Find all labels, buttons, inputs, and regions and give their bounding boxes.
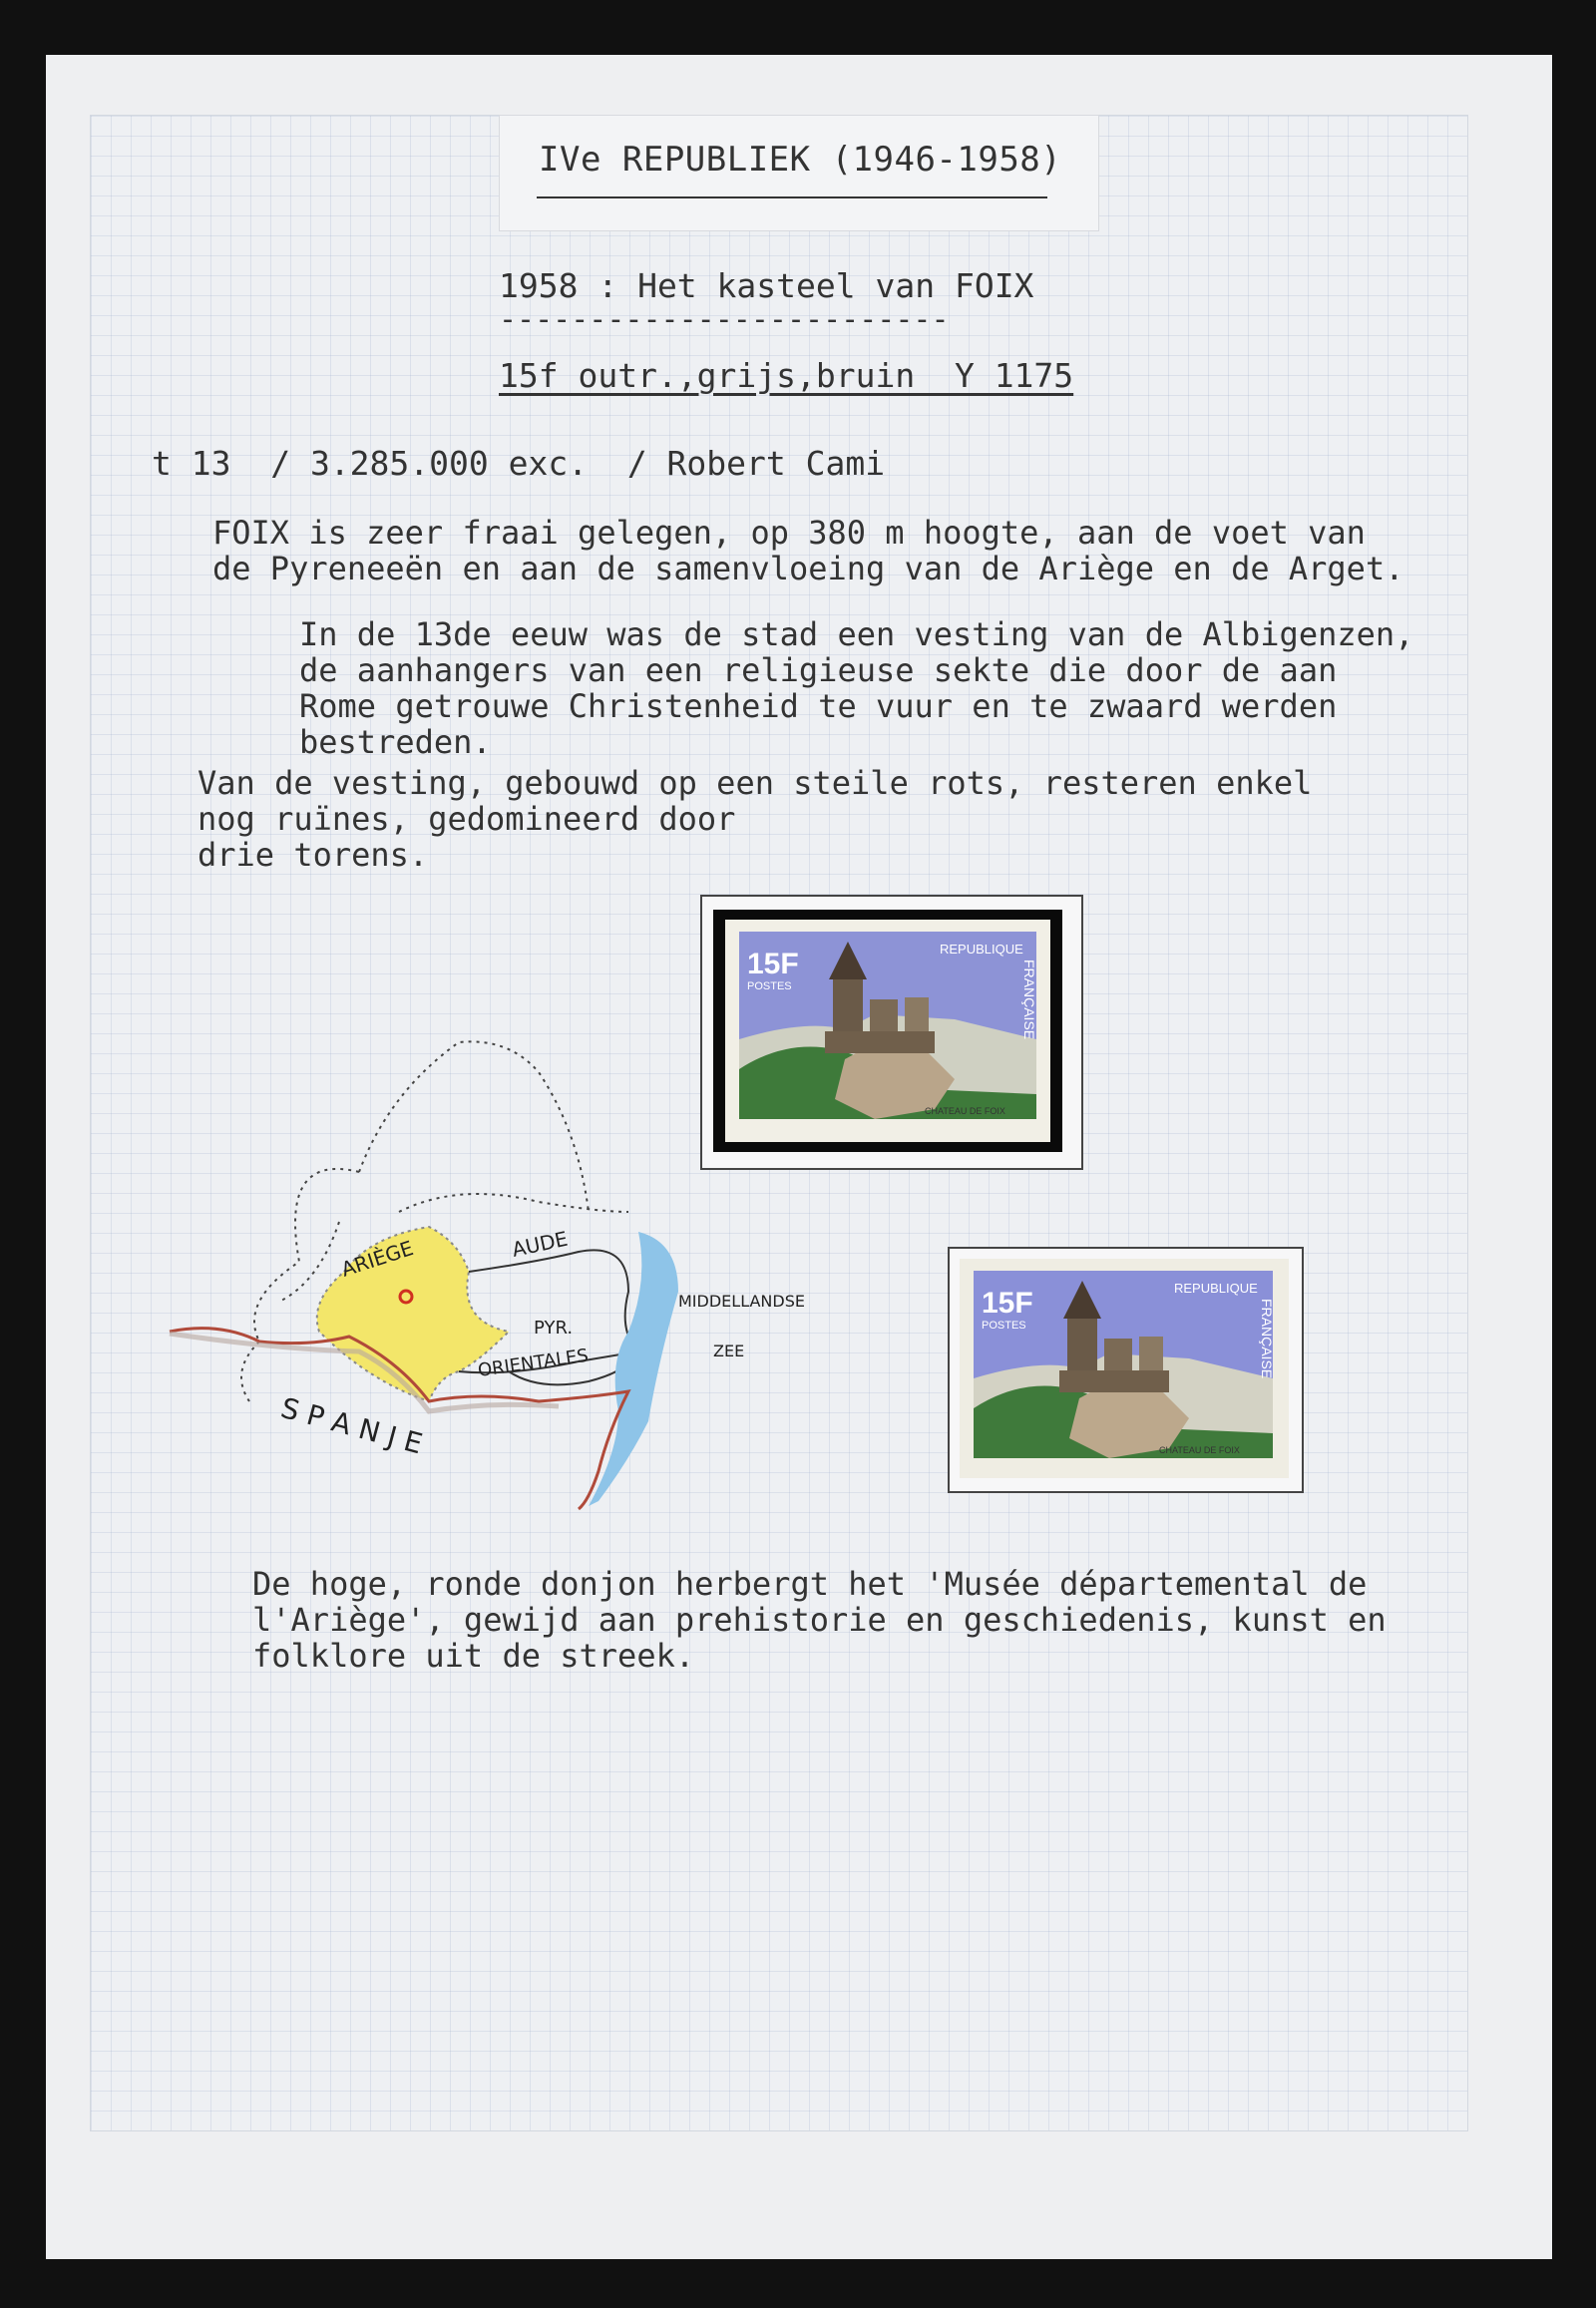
stamp-country: REPUBLIQUE — [1174, 1281, 1258, 1296]
stamp-postes: POSTES — [982, 1320, 1026, 1332]
paragraph-history: In de 13de eeuw was de stad een vesting van de Albigenzen, de aanhangers van een religieuse sekte die door de aan Rome getrouwe Christenheid te vuur en te zwaard werden bestreden. — [299, 615, 1414, 761]
map-label-aude: AUDE — [510, 1226, 571, 1262]
paragraph-location: FOIX is zeer fraai gelegen, op 380 m hoogte, aan de voet van de Pyreneeën en aan de samenvloeing van de Ariège en de Arget. — [212, 514, 1404, 587]
map-label-middellandse: MIDDELLANDSE — [678, 1292, 805, 1311]
map-sea — [589, 1232, 678, 1506]
dash-rule: ------------------------- — [499, 302, 950, 337]
stamp-description: 15f outr.,grijs,bruin Y 1175 — [499, 356, 1074, 395]
map-label-ariege: ARIÈGE — [338, 1235, 417, 1282]
print-info: t 13 / 3.285.000 exc. / Robert Cami — [152, 444, 886, 483]
stamp-country: REPUBLIQUE — [940, 942, 1023, 957]
paragraph-ruins: Van de vesting, gebouwd op een steile rots, resteren enkel nog ruïnes, gedomineerd door drie torens. — [198, 764, 1313, 874]
map-label-pyr: PYR. — [534, 1318, 574, 1339]
map-label-orientales: ORIENTALES — [476, 1345, 591, 1381]
map-label-spanje: S P A N J E — [277, 1390, 426, 1461]
stamp-subject-title: 1958 : Het kasteel van FOIX — [499, 266, 1034, 305]
stamp-value: 15F — [982, 1287, 1033, 1320]
map-pyrenees-region — [160, 1032, 878, 1531]
map-label-zee: ZEE — [713, 1342, 745, 1360]
stamp-postes: POSTES — [747, 980, 792, 992]
paragraph-museum: De hoge, ronde donjon herbergt het 'Musée départemental de l'Ariège', gewijd aan prehistorie en geschiedenis, kunst en folklore uit de streek. — [252, 1565, 1387, 1675]
stamp-country-vertical: FRANÇAISE — [1259, 1299, 1275, 1379]
stamp-value: 15F — [747, 948, 799, 980]
stamp-caption: CHATEAU DE FOIX — [1159, 1445, 1240, 1455]
stamp-caption: CHATEAU DE FOIX — [925, 1106, 1005, 1116]
title-underline — [537, 196, 1047, 198]
page-title: IVe REPUBLIEK (1946-1958) — [539, 140, 1062, 180]
stamp-country-vertical: FRANÇAISE — [1021, 960, 1037, 1040]
stamp-chateau-de-foix-used[interactable] — [960, 1259, 1289, 1478]
